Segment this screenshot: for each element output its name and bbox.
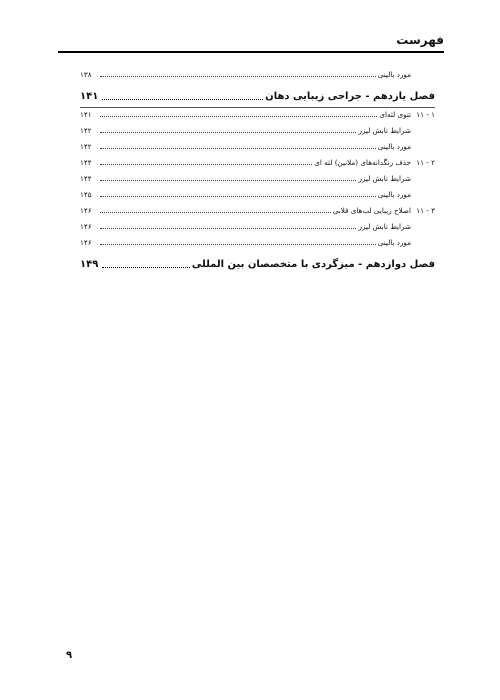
toc-page-number: ۱۴۱ bbox=[80, 91, 99, 102]
toc-page-number: ۱۳۸ bbox=[80, 70, 92, 79]
dot-leader bbox=[100, 212, 331, 213]
toc-entry[interactable] bbox=[80, 104, 435, 120]
toc-page-number: ۱۴۹ bbox=[80, 259, 99, 270]
table-of-contents bbox=[80, 64, 435, 272]
toc-entry-title: شرایط تابش لیزر bbox=[358, 126, 411, 135]
dot-leader bbox=[100, 164, 312, 165]
toc-entry[interactable] bbox=[80, 152, 435, 168]
dot-leader bbox=[100, 228, 356, 229]
dot-leader bbox=[100, 132, 356, 133]
toc-page-number: ۱۴۵ bbox=[80, 190, 92, 199]
toc-chapter[interactable] bbox=[80, 80, 435, 104]
toc-page-number: ۱۴۲ bbox=[80, 126, 92, 135]
toc-entry[interactable] bbox=[80, 64, 435, 80]
page-number-footer: ۹ bbox=[66, 650, 73, 661]
header-rule bbox=[58, 51, 444, 53]
page-header bbox=[58, 30, 444, 52]
dot-leader bbox=[100, 116, 377, 117]
toc-entry-title: مورد بالینی bbox=[377, 70, 411, 79]
toc-entry[interactable] bbox=[80, 184, 435, 200]
page-title: فهرست bbox=[396, 33, 444, 47]
toc-entry[interactable] bbox=[80, 120, 435, 136]
dot-leader bbox=[100, 76, 376, 77]
toc-chapter[interactable] bbox=[80, 248, 435, 272]
dot-leader bbox=[100, 148, 376, 149]
toc-page-number: ۱۴۶ bbox=[80, 206, 92, 215]
toc-entry-title: مورد بالینی bbox=[377, 238, 411, 247]
dot-leader bbox=[100, 196, 376, 197]
toc-entry-title: حذف رنگدانه‌های (ملانین) لثه ای bbox=[314, 158, 411, 167]
toc-entry-title: مورد بالینی bbox=[377, 190, 411, 199]
toc-chapter-title: فصل دوازدهم - میزگردی با متخصصان بین المللی bbox=[191, 259, 435, 270]
toc-entry-title: اصلاح زیبایی لب‌های قلابی bbox=[332, 206, 411, 215]
dot-leader bbox=[102, 267, 190, 268]
toc-entry-title: شرایط تابش لیزر bbox=[358, 222, 411, 231]
toc-page-number: ۱۴۲ bbox=[80, 142, 92, 151]
toc-entry[interactable] bbox=[80, 168, 435, 184]
toc-chapter-title: فصل یازدهم - جراحی زیبایی دهان bbox=[265, 91, 435, 102]
toc-entry[interactable] bbox=[80, 232, 435, 248]
toc-page-number: ۱۴۴ bbox=[80, 158, 92, 167]
toc-section-number: ۲ - ۱۱ bbox=[416, 158, 435, 167]
toc-entry-title: مورد بالینی bbox=[377, 142, 411, 151]
toc-entry-title: تتوی لثه‌ای bbox=[379, 110, 411, 119]
toc-section-number: ۳ - ۱۱ bbox=[416, 206, 435, 215]
toc-entry[interactable] bbox=[80, 136, 435, 152]
toc-page-number: ۱۴۶ bbox=[80, 222, 92, 231]
toc-page-number: ۱۴۶ bbox=[80, 238, 92, 247]
toc-section-number: ۱ - ۱۱ bbox=[416, 110, 435, 119]
toc-entry-title: شرایط تابش لیزر bbox=[358, 174, 411, 183]
toc-entry[interactable] bbox=[80, 216, 435, 232]
toc-page-number: ۱۴۴ bbox=[80, 174, 92, 183]
toc-page-number: ۱۴۱ bbox=[80, 110, 92, 119]
dot-leader bbox=[102, 99, 263, 100]
dot-leader bbox=[100, 244, 376, 245]
toc-entry[interactable] bbox=[80, 200, 435, 216]
dot-leader bbox=[100, 180, 356, 181]
